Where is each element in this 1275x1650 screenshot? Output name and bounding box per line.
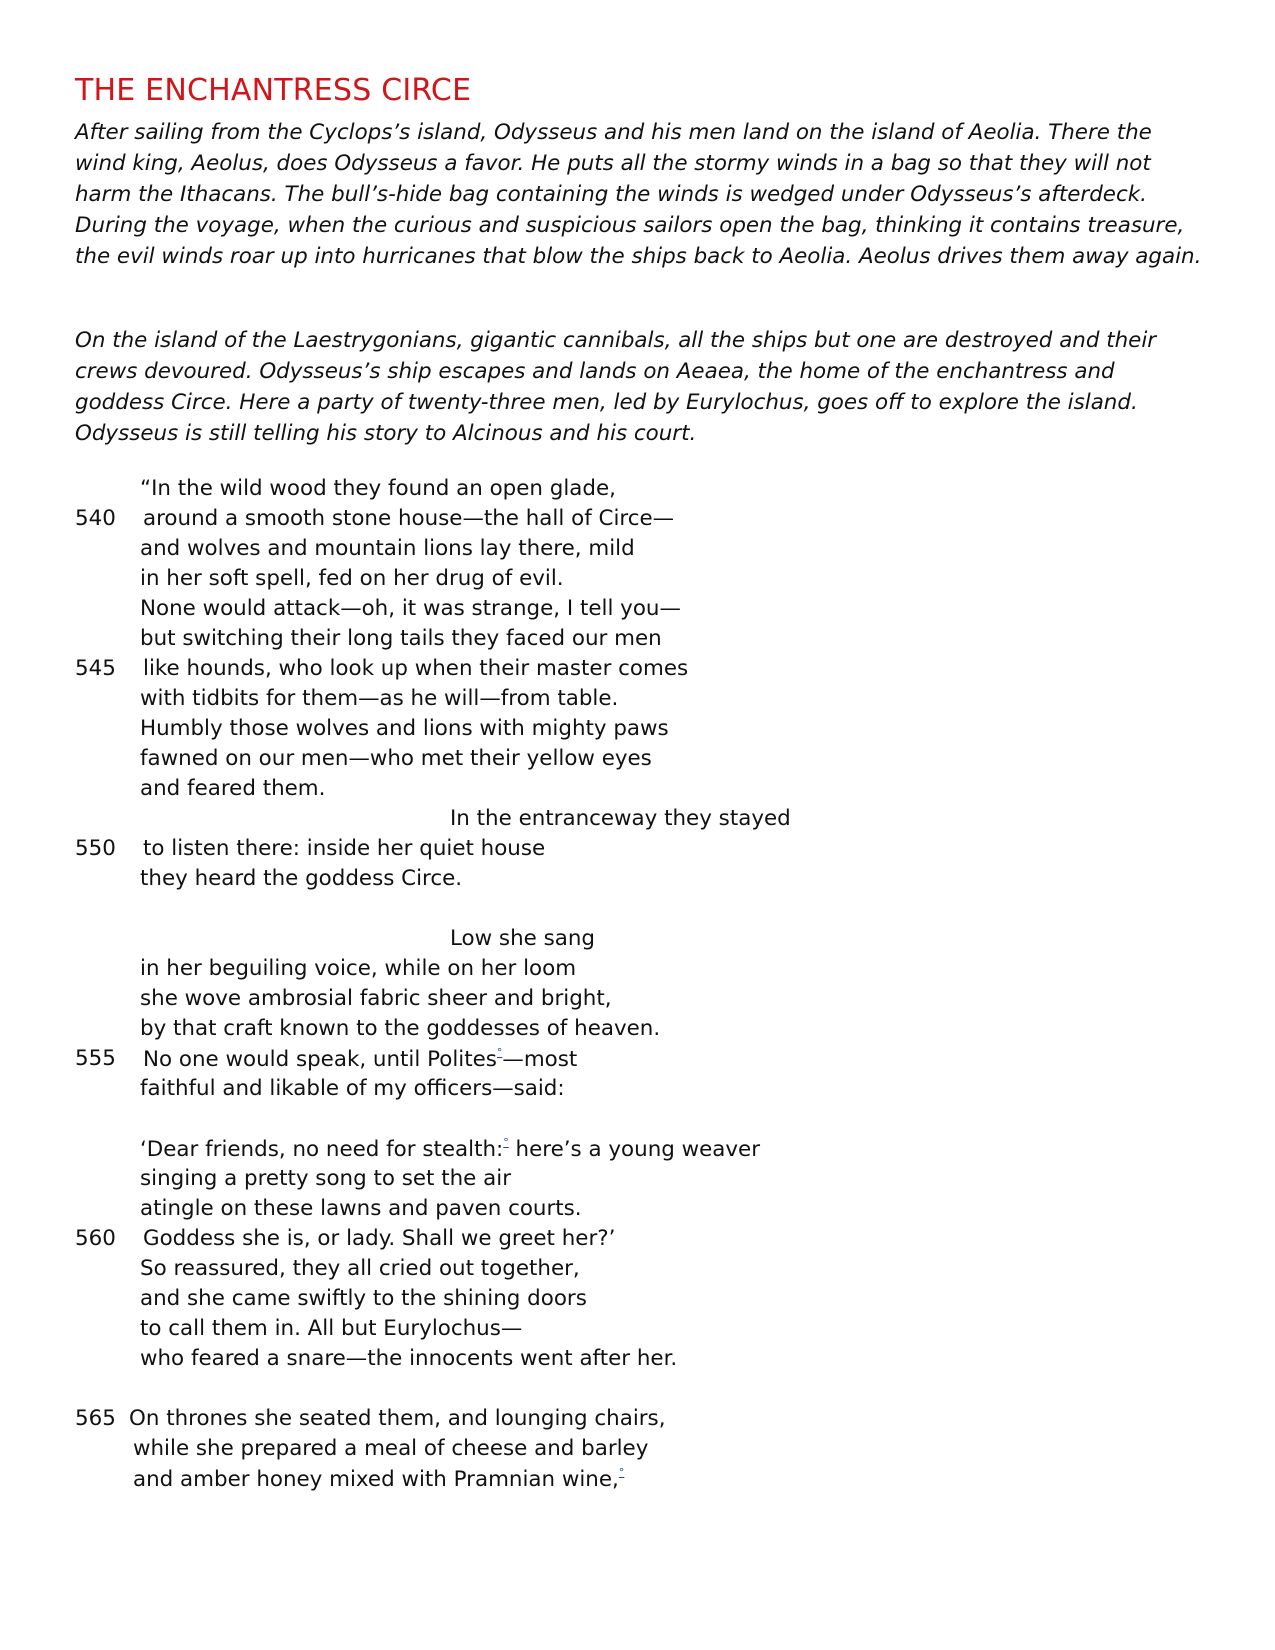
poem-line: to call them in. All but Eurylochus—: [140, 1316, 523, 1341]
poem-line: with tidbits for them—as he will—from table.: [140, 686, 619, 711]
poem-line: faithful and likable of my officers—said:: [140, 1076, 565, 1101]
poem-line: In the entranceway they stayed: [450, 806, 791, 831]
poem-line: ‘Dear friends, no need for stealth:° here’s a young weaver: [140, 1136, 761, 1162]
poem-line: No one would speak, until Polites°—most: [143, 1046, 578, 1072]
footnote-marker[interactable]: °: [503, 1136, 509, 1149]
poem-line: by that craft known to the goddesses of heaven.: [140, 1016, 661, 1041]
poem-line: and she came swiftly to the shining doors: [140, 1286, 587, 1311]
poem-line: to listen there: inside her quiet house: [143, 836, 546, 861]
poem-line: None would attack—oh, it was strange, I tell you—: [140, 596, 681, 621]
poem-line: she wove ambrosial fabric sheer and bright,: [140, 986, 612, 1011]
line-number: 540: [75, 506, 116, 531]
line-number: 565: [75, 1406, 116, 1431]
poem-line: atingle on these lawns and paven courts.: [140, 1196, 582, 1221]
poem-line: in her soft spell, fed on her drug of evil.: [140, 566, 564, 591]
poem-line: and wolves and mountain lions lay there, mild: [140, 536, 635, 561]
poem-line: in her beguiling voice, while on her loom: [140, 956, 577, 981]
poem-line: On thrones she seated them, and lounging chairs,: [129, 1406, 666, 1431]
poem-line: fawned on our men—who met their yellow eyes: [140, 746, 652, 771]
poem-line: they heard the goddess Circe.: [140, 866, 463, 891]
footnote-marker[interactable]: °: [618, 1466, 625, 1479]
poem-line: singing a pretty song to set the air: [140, 1166, 511, 1191]
poem-line: Humbly those wolves and lions with mighty paws: [140, 716, 669, 741]
poem-line: while she prepared a meal of cheese and barley: [133, 1436, 649, 1461]
page-title: THE ENCHANTRESS CIRCE: [75, 73, 472, 108]
poem-line: Low she sang: [450, 926, 595, 951]
poem-line: “In the wild wood they found an open glade,: [140, 476, 616, 501]
poem-line: who feared a snare—the innocents went after her.: [140, 1346, 678, 1371]
line-number: 560: [75, 1226, 116, 1251]
footnote-marker[interactable]: °: [496, 1046, 503, 1059]
line-number: 555: [75, 1046, 116, 1071]
poem-line: like hounds, who look up when their master comes: [143, 656, 689, 681]
line-number: 550: [75, 836, 116, 861]
intro-paragraph-1: After sailing from the Cyclops’s island, Odysseus and his men land on the island of Aeolia. There the wind king, Aeolus, does Odysseus a favor. He puts all the stormy winds in a bag so that they will not harm the Ithacans. The bull’s-hide bag containing the winds is wedged under Odysseus’s afterdeck. During the voyage, when the curious and suspicious sailors open the bag, thinking it contains treasure, the evil winds roar up into hurricanes that blow the ships back to Aeolia. Aeolus drives them away again.: [75, 120, 1202, 269]
poem-line: around a smooth stone house—the hall of Circe—: [143, 506, 675, 531]
poem-line: and feared them.: [140, 776, 326, 801]
intro-paragraph-2: On the island of the Laestrygonians, gigantic cannibals, all the ships but one are destroyed and their crews devoured. Odysseus’s ship escapes and lands on Aeaea, the home of the enchantress and goddess Circe. Here a party of twenty-three men, led by Eurylochus, goes off to explore the island. Odysseus is still telling his story to Alcinous and his court.: [75, 328, 1157, 446]
poem-line: and amber honey mixed with Pramnian wine,°: [133, 1466, 625, 1492]
poem-line: So reassured, they all cried out together,: [140, 1256, 580, 1281]
poem-line: Goddess she is, or lady. Shall we greet her?’: [143, 1226, 616, 1251]
poem-line: but switching their long tails they faced our men: [140, 626, 662, 651]
line-number: 545: [75, 656, 116, 681]
